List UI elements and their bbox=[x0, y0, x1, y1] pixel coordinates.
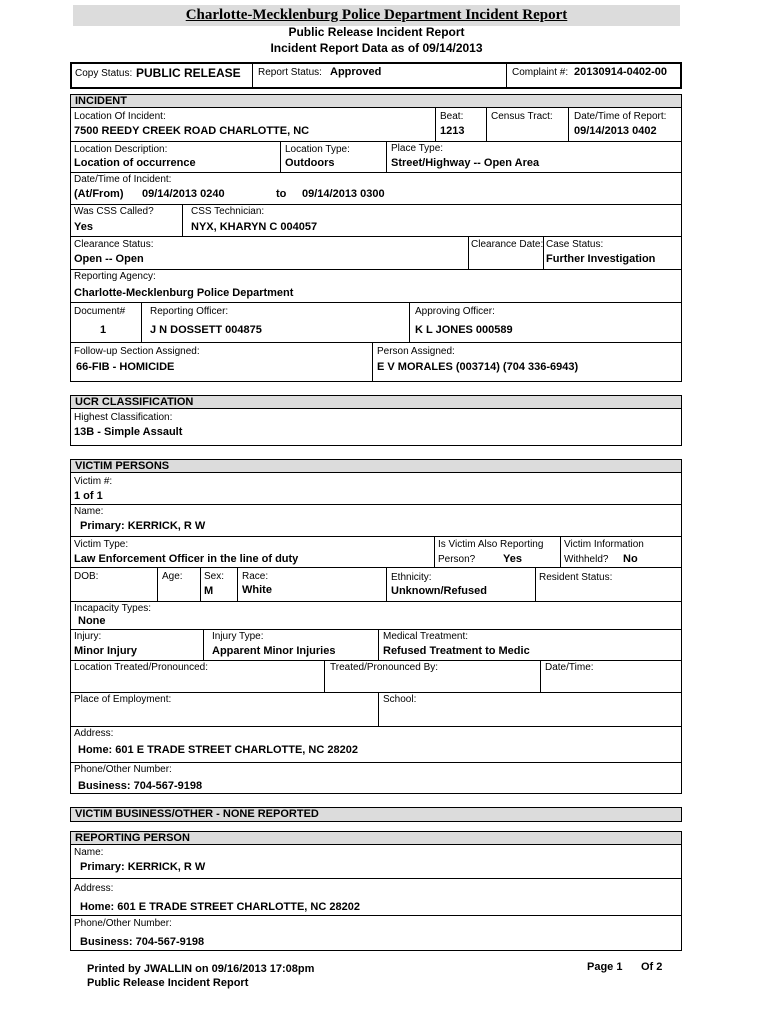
treated-by-label: Treated/Pronounced By: bbox=[330, 662, 439, 673]
reporting-address-value: Home: 601 E TRADE STREET CHARLOTTE, NC 28202 bbox=[80, 901, 360, 913]
page-number: Page 1 bbox=[587, 961, 623, 973]
also-reporting-value: Yes bbox=[503, 553, 522, 565]
reporting-person-heading: REPORTING PERSON bbox=[70, 831, 682, 845]
page-total: Of 2 bbox=[641, 961, 663, 973]
followup-label: Follow-up Section Assigned: bbox=[74, 346, 200, 357]
victim-address-label: Address: bbox=[74, 728, 114, 739]
place-type-label: Place Type: bbox=[391, 143, 444, 154]
incapacity-label: Incapacity Types: bbox=[74, 603, 152, 614]
injury-label: Injury: bbox=[74, 631, 102, 642]
location-treated-label: Location Treated/Pronounced: bbox=[74, 662, 208, 673]
ethnicity-label: Ethnicity: bbox=[391, 572, 432, 583]
incident-to-value: 09/14/2013 0300 bbox=[302, 188, 385, 200]
victim-business-heading: VICTIM BUSINESS/OTHER - NONE REPORTED bbox=[70, 807, 682, 822]
report-status-label: Report Status: bbox=[258, 67, 322, 78]
victim-address-value: Home: 601 E TRADE STREET CHARLOTTE, NC 28202 bbox=[78, 744, 358, 756]
css-called-label: Was CSS Called? bbox=[74, 206, 154, 217]
victim-phone-value: Business: 704-567-9198 bbox=[78, 780, 203, 792]
css-tech-value: NYX, KHARYN C 004057 bbox=[191, 221, 318, 233]
race-value: White bbox=[242, 584, 272, 596]
report-subtitle: Public Release Incident Report bbox=[288, 25, 465, 39]
printed-by: Printed by JWALLIN on 09/16/2013 17:08pm bbox=[87, 963, 315, 975]
victim-name-label: Name: bbox=[74, 506, 104, 517]
place-type-value: Street/Highway -- Open Area bbox=[391, 157, 540, 169]
clearance-status-label: Clearance Status: bbox=[74, 239, 154, 250]
reporting-officer-label: Reporting Officer: bbox=[150, 306, 229, 317]
age-label: Age: bbox=[162, 571, 183, 582]
reporting-officer-value: J N DOSSETT 004875 bbox=[150, 324, 262, 336]
incident-heading: INCIDENT bbox=[70, 94, 682, 108]
race-label: Race: bbox=[242, 571, 269, 582]
victim-phone-label: Phone/Other Number: bbox=[74, 764, 172, 775]
victim-number-value: 1 of 1 bbox=[74, 490, 103, 502]
copy-status-label: Copy Status: bbox=[75, 68, 133, 79]
medical-treatment-label: Medical Treatment: bbox=[383, 631, 469, 642]
person-assigned-label: Person Assigned: bbox=[377, 346, 455, 357]
victim-name-value: Primary: KERRICK, R W bbox=[80, 520, 206, 532]
dob-label: DOB: bbox=[74, 571, 99, 582]
location-type-value: Outdoors bbox=[285, 157, 335, 169]
reporting-agency-label: Reporting Agency: bbox=[74, 271, 156, 282]
incident-section bbox=[70, 94, 682, 382]
sex-value: M bbox=[204, 585, 214, 597]
victim-type-label: Victim Type: bbox=[74, 539, 129, 550]
report-title bbox=[73, 5, 680, 26]
medical-treatment-value: Refused Treatment to Medic bbox=[383, 645, 530, 657]
also-reporting-label-1: Is Victim Also Reporting bbox=[438, 539, 544, 550]
report-title-text: Charlotte-Mecklenburg Police Department Incident Report bbox=[185, 7, 568, 23]
victim-heading: VICTIM PERSONS bbox=[70, 459, 682, 473]
document-value: 1 bbox=[100, 324, 107, 336]
location-type-label: Location Type: bbox=[285, 144, 350, 155]
incapacity-value: None bbox=[78, 615, 106, 627]
clearance-date-label: Clearance Date: bbox=[471, 239, 544, 250]
css-tech-label: CSS Technician: bbox=[191, 206, 265, 217]
school-label: School: bbox=[383, 694, 417, 705]
victim-type-value: Law Enforcement Officer in the line of duty bbox=[74, 553, 299, 565]
reporting-phone-label: Phone/Other Number: bbox=[74, 918, 172, 929]
location-label: Location Of Incident: bbox=[74, 111, 166, 122]
case-status-label: Case Status: bbox=[546, 239, 604, 250]
approving-officer-value: K L JONES 000589 bbox=[415, 324, 513, 336]
incident-datetime-label: Date/Time of Incident: bbox=[74, 174, 172, 185]
highest-class-value: 13B - Simple Assault bbox=[74, 426, 183, 438]
incident-from-value: 09/14/2013 0240 bbox=[142, 188, 225, 200]
reporting-agency-value: Charlotte-Mecklenburg Police Department bbox=[74, 287, 294, 299]
complaint-label: Complaint #: bbox=[512, 67, 569, 78]
census-label: Census Tract: bbox=[491, 111, 553, 122]
sex-label: Sex: bbox=[204, 571, 225, 582]
reporting-phone-value: Business: 704-567-9198 bbox=[80, 936, 205, 948]
footer-report-name: Public Release Incident Report bbox=[87, 977, 249, 989]
report-datetime-label: Date/Time of Report: bbox=[574, 111, 667, 122]
ethnicity-value: Unknown/Refused bbox=[391, 585, 487, 597]
report-status-value: Approved bbox=[330, 66, 382, 78]
injury-type-value: Apparent Minor Injuries bbox=[212, 645, 336, 657]
victim-number-label: Victim #: bbox=[74, 476, 113, 487]
to-label: to bbox=[276, 188, 287, 200]
highest-class-label: Highest Classification: bbox=[74, 412, 173, 423]
css-called-value: Yes bbox=[74, 221, 93, 233]
location-value: 7500 REEDY CREEK ROAD CHARLOTTE, NC bbox=[74, 125, 310, 137]
data-as-of: Incident Report Data as of 09/14/2013 bbox=[270, 41, 483, 55]
reporting-address-label: Address: bbox=[74, 883, 114, 894]
beat-value: 1213 bbox=[440, 125, 465, 137]
ucr-heading: UCR CLASSIFICATION bbox=[70, 395, 682, 409]
injury-type-label: Injury Type: bbox=[212, 631, 264, 642]
withheld-label-1: Victim Information bbox=[564, 539, 644, 550]
injury-value: Minor Injury bbox=[74, 645, 137, 657]
location-desc-value: Location of occurrence bbox=[74, 157, 196, 169]
report-datetime-value: 09/14/2013 0402 bbox=[574, 125, 657, 137]
complaint-value: 20130914-0402-00 bbox=[574, 66, 667, 78]
resident-status-label: Resident Status: bbox=[539, 572, 613, 583]
withheld-value: No bbox=[623, 553, 638, 565]
case-status-value: Further Investigation bbox=[546, 253, 656, 265]
reporting-person-section bbox=[70, 831, 682, 951]
copy-status-value: PUBLIC RELEASE bbox=[136, 66, 241, 80]
at-from-label: (At/From) bbox=[74, 188, 124, 200]
reporting-name-value: Primary: KERRICK, R W bbox=[80, 861, 206, 873]
employment-label: Place of Employment: bbox=[74, 694, 172, 705]
document-label: Document# bbox=[74, 306, 126, 317]
person-assigned-value: E V MORALES (003714) (704 336-6943) bbox=[377, 361, 579, 373]
reporting-name-label: Name: bbox=[74, 847, 104, 858]
approving-officer-label: Approving Officer: bbox=[415, 306, 495, 317]
also-reporting-label-2: Person? bbox=[438, 554, 476, 565]
treated-datetime-label: Date/Time: bbox=[545, 662, 594, 673]
withheld-label-2: Withheld? bbox=[564, 554, 609, 565]
followup-value: 66-FIB - HOMICIDE bbox=[76, 361, 175, 373]
beat-label: Beat: bbox=[440, 111, 464, 122]
location-desc-label: Location Description: bbox=[74, 144, 168, 155]
clearance-status-value: Open -- Open bbox=[74, 253, 144, 265]
